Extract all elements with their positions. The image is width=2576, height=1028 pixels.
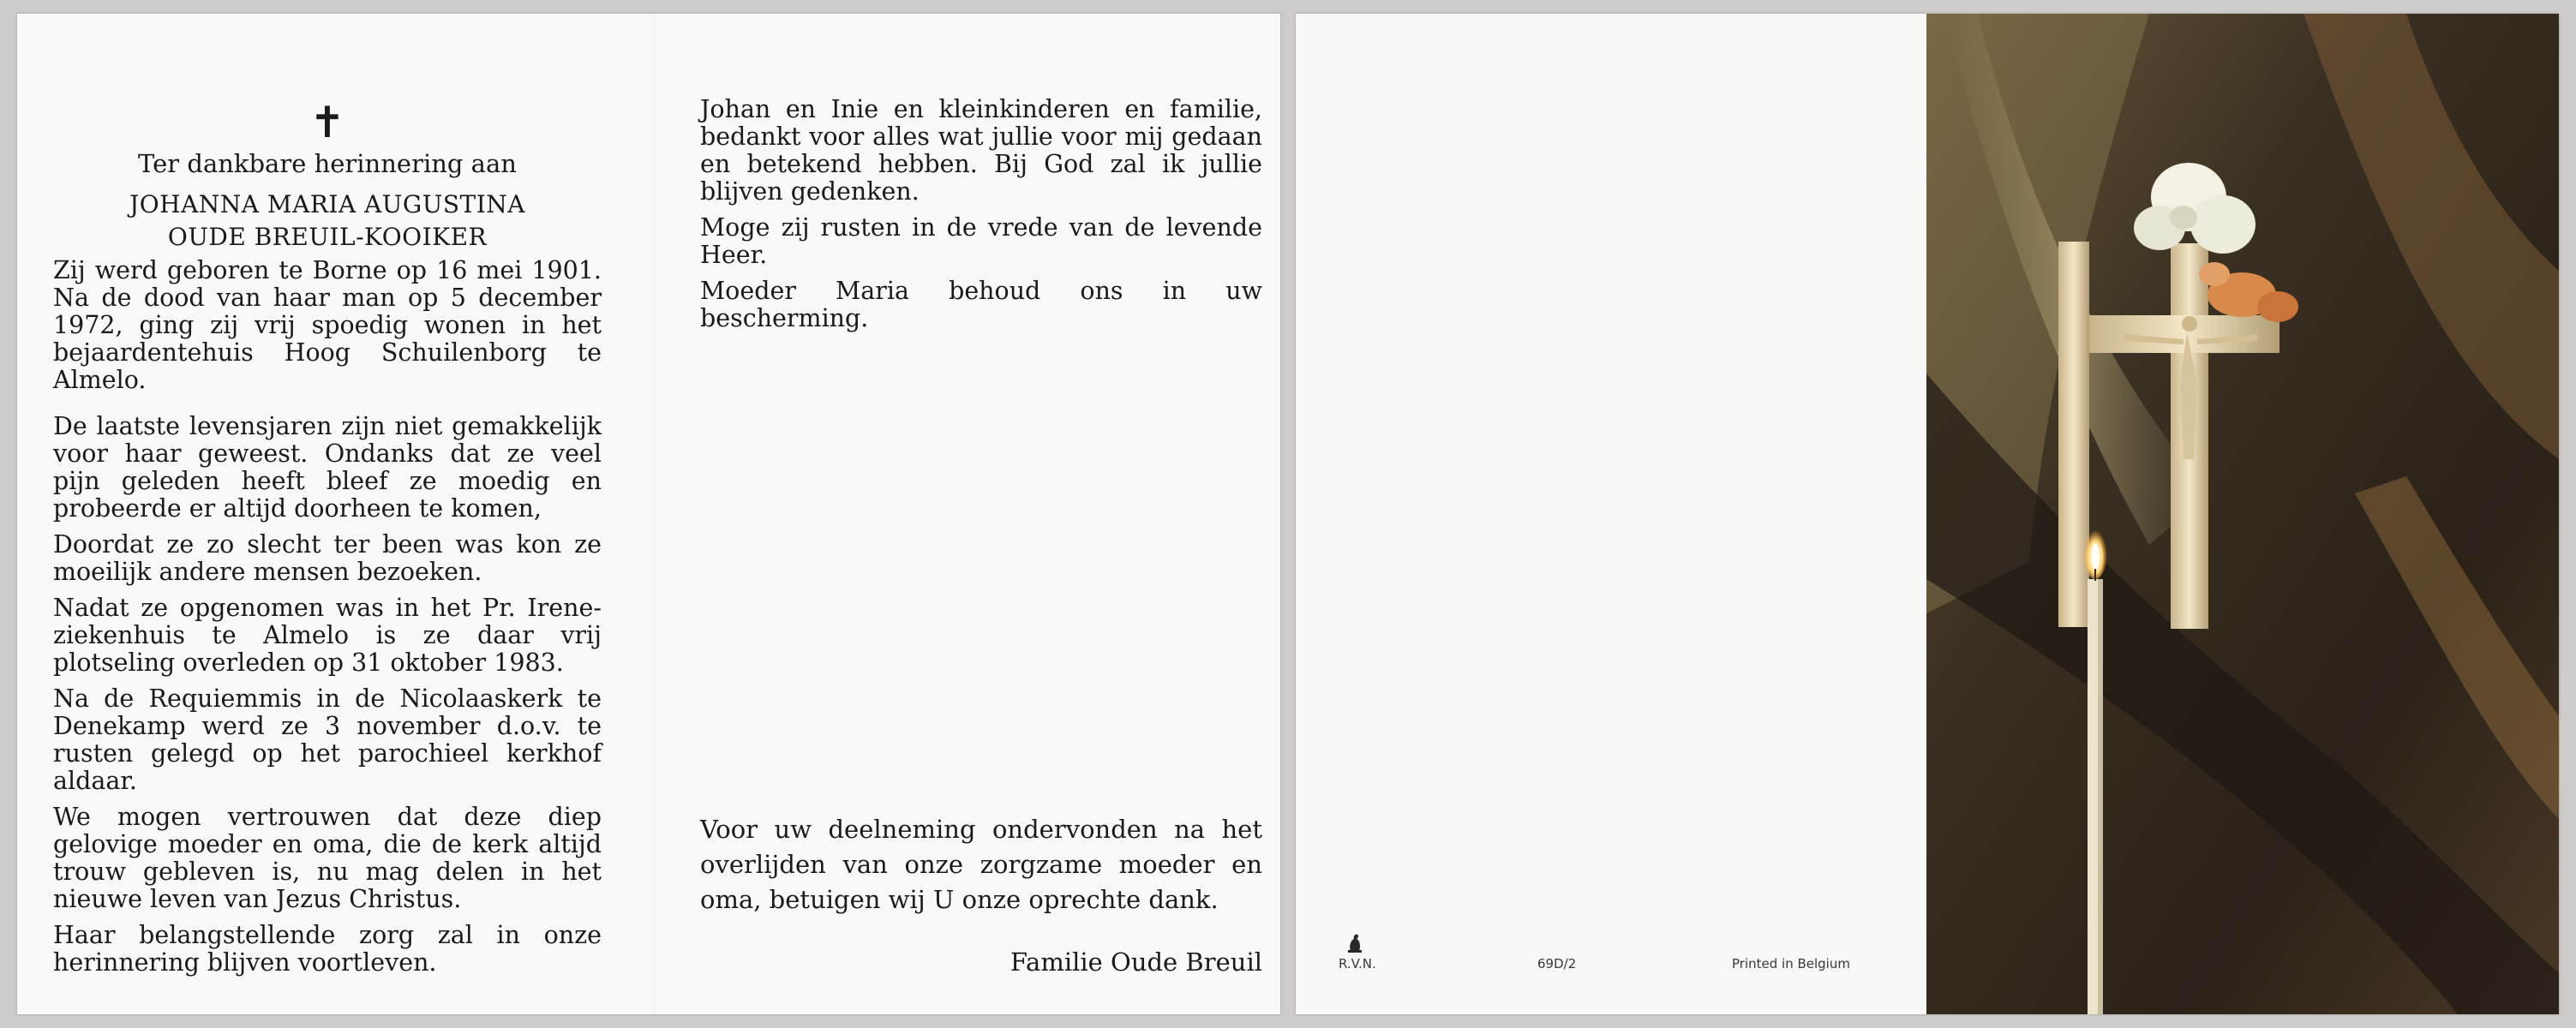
cross-icon: ✝	[309, 98, 345, 147]
card-fold	[653, 14, 656, 1014]
deceased-name: JOHANNA MARIA AUGUSTINA	[129, 190, 525, 218]
card-panel-right	[700, 96, 1262, 987]
publisher-logo-icon	[1345, 932, 1364, 953]
card-panel-left	[53, 99, 602, 985]
memorial-heading: Ter dankbare herinnering aan	[138, 149, 517, 178]
bio-paragraph: De laatste levensjaren zijn niet gemakkelijk voor haar geweest. Ondanks dat ze veel pijn geleden heeft bleef ze moedig en probeerde er altijd doorheen te komen,	[53, 412, 602, 523]
bio-paragraph: Zij werd geboren te Borne op 16 mei 1901. Na de dood van haar man op 5 december 1972, ging zij vrij spoedig wonen in het bejaardentehuis Hoog Schuilenborg te Almelo.	[53, 256, 602, 394]
farewell-paragraph: Moeder Maria behoud ons in uw bescherming.	[700, 277, 1262, 332]
farewell-paragraph: Moge zij rusten in de vrede van de levende Heer.	[700, 213, 1262, 269]
card-code: 69D/2	[1537, 956, 1577, 971]
crucifix-candle-photo	[1926, 14, 2559, 1014]
bio-paragraph: Haar belangstellende zorg zal in onze herinnering blijven voortleven.	[53, 921, 602, 977]
family-signature: Familie Oude Breuil	[1009, 947, 1262, 977]
bio-paragraph: Doordat ze zo slecht ter been was kon ze moeilijk andere mensen bezoeken.	[53, 530, 602, 586]
thanks-text: Voor uw deelneming ondervonden na het overlijden van onze zorgzame moeder en oma, betuigen wij U onze oprechte dank.	[700, 815, 1262, 914]
bio-paragraph: Na de Requiemmis in de Nicolaaskerk te Denekamp werd ze 3 november d.o.v. te rusten gelegd op het parochieel kerkhof aldaar.	[53, 684, 602, 795]
memorial-card-inside	[17, 14, 1280, 1014]
bio-paragraph: Nadat ze opgenomen was in het Pr. Irene-ziekenhuis te Almelo is ze daar vrij plotseling overleden op 31 oktober 1983.	[53, 594, 602, 677]
memorial-card-outside	[1296, 14, 2559, 1014]
printed-in-label: Printed in Belgium	[1732, 956, 1850, 971]
farewell-paragraph: Johan en Inie en kleinkinderen en familie, bedankt voor alles wat jullie voor mij gedaan en betekend hebben. Bij God zal ik jullie blijven gedenken.	[700, 95, 1262, 206]
deceased-surname: OUDE BREUIL-KOOIKER	[167, 223, 488, 251]
blank-back-panel	[1296, 14, 1925, 1014]
publisher-name: R.V.N.	[1339, 956, 1376, 971]
bio-paragraph: We mogen vertrouwen dat deze diep gelovige moeder en oma, die de kerk altijd trouw gebleven is, nu mag delen in het nieuwe leven van Jezus Christus.	[53, 803, 602, 913]
